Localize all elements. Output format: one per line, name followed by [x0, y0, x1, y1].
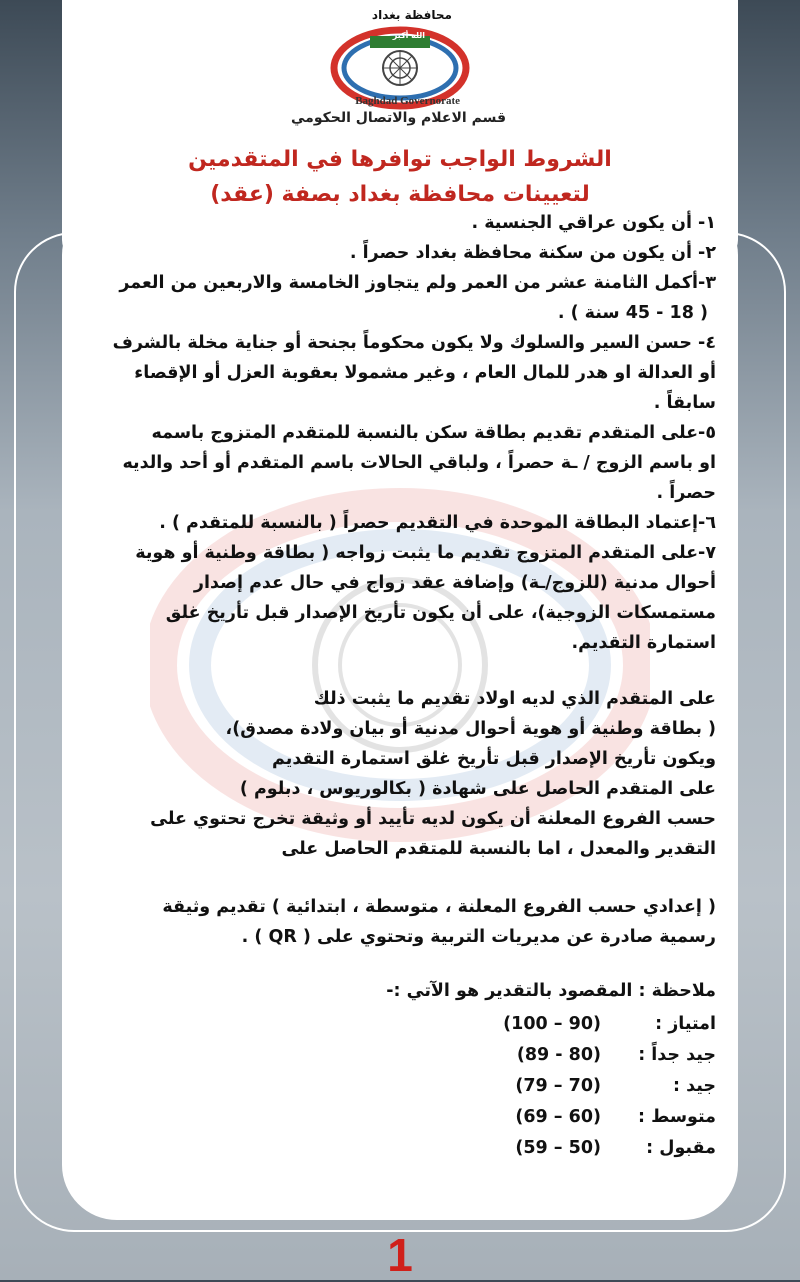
grade-row	[76, 1132, 716, 1163]
grade-row	[76, 1008, 716, 1039]
condition-line: أحوال مدنية (للزوج/ـة) وإضافة عقد زواج في حال عدم إصدار	[193, 573, 716, 593]
grade-row	[76, 1039, 716, 1070]
children-note-line: على المتقدم الحاصل على شهادة ( بكالوريوس ، دبلوم )	[239, 779, 716, 799]
grades-list	[76, 1008, 716, 1163]
page-title	[62, 142, 738, 212]
children-note-line: حسب الفروع المعلنة أن يكون لديه تأييد أو وثيقة تخرج تحتوي على	[150, 809, 716, 829]
condition-line: ٣-أكمل الثامنة عشر من العمر ولم يتجاوز الخامسة والاربعين من العمر	[119, 273, 716, 293]
logo-center-text: الله أكبر	[392, 31, 425, 40]
conditions-body	[76, 208, 716, 1163]
page-number: 1	[387, 1229, 413, 1281]
grade-label: متوسط :	[638, 1106, 716, 1127]
condition-line: حصراً .	[656, 483, 716, 503]
grade-range: (70 – 79)	[515, 1075, 601, 1096]
grade-row	[76, 1101, 716, 1132]
secondary-note-line: ( إعدادي حسب الفروع المعلنة ، متوسطة ، ابتدائية ) تقديم وثيقة	[162, 897, 716, 917]
grade-label: مقبول :	[646, 1137, 716, 1158]
children-note-line: التقدير والمعدل ، اما بالنسبة للمتقدم الحاصل على	[281, 839, 716, 859]
logo-english-text: Baghdad Governorate	[355, 95, 460, 107]
grade-range: (80 - 89)	[516, 1044, 601, 1065]
secondary-note-line: رسمية صادرة عن مديريات التربية وتحتوي على ( QR ) .	[241, 927, 716, 947]
grade-range: (60 – 69)	[515, 1106, 601, 1127]
condition-line: او باسم الزوج / ـة حصراً ، ولباقي الحالات باسم المتقدم أو أحد والديه	[122, 453, 716, 473]
grade-row	[76, 1070, 716, 1101]
condition-line: ١- أن يكون عراقي الجنسية .	[471, 213, 716, 233]
condition-line: ( 18 - 45 سنة ) .	[557, 303, 708, 323]
grade-label: جيد جداً :	[638, 1044, 716, 1065]
children-note-line: على المتقدم الذي لديه اولاد تقديم ما يثبت ذلك	[313, 689, 716, 709]
title-line-1: الشروط الواجب توافرها في المتقدمين	[188, 147, 612, 172]
condition-line: استمارة التقديم.	[571, 633, 716, 653]
grade-label: امتياز :	[655, 1013, 716, 1034]
condition-line: سابقاً .	[653, 393, 716, 413]
logo-top-text: محافظة بغداد	[371, 8, 452, 22]
condition-line: ٦-إعتماد البطاقة الموحدة في التقديم حصراً ( بالنسبة للمتقدم ) .	[159, 513, 716, 533]
title-line-2: لتعيينات محافظة بغداد بصفة (عقد)	[210, 182, 590, 207]
grade-range: (90 – 100)	[503, 1013, 601, 1034]
grade-label: جيد :	[673, 1075, 716, 1096]
condition-line: ٤- حسن السير والسلوك ولا يكون محكوماً بجنحة أو جناية مخلة بالشرف	[112, 333, 716, 353]
condition-line: مستمسكات الزوجية)، على أن يكون تأريخ الإصدار قبل تأريخ غلق	[165, 603, 716, 623]
children-note-line: ويكون تأريخ الإصدار قبل تأريخ غلق استمارة التقديم	[272, 749, 716, 769]
grades-note: ملاحظة : المقصود بالتقدير هو الآتي :-	[386, 981, 716, 1001]
department-name: قسم الاعلام والاتصال الحكومي	[291, 110, 506, 126]
children-note-line: ( بطاقة وطنية أو هوية أحوال مدنية أو بيان ولادة مصدق)،	[225, 719, 716, 739]
condition-line: ٧-على المتقدم المتزوج تقديم ما يثبت زواجه ( بطاقة وطنية أو هوية	[135, 543, 716, 563]
grade-range: (50 – 59)	[515, 1137, 601, 1158]
condition-line: ٥-على المتقدم تقديم بطاقة سكن بالنسبة للمتقدم المتزوج باسمه	[151, 423, 716, 443]
condition-line: أو العدالة او هدر للمال العام ، وغير مشمولا بعقوبة العزل أو الإقصاء	[134, 363, 716, 383]
condition-line: ٢- أن يكون من سكنة محافظة بغداد حصراً .	[349, 243, 716, 263]
